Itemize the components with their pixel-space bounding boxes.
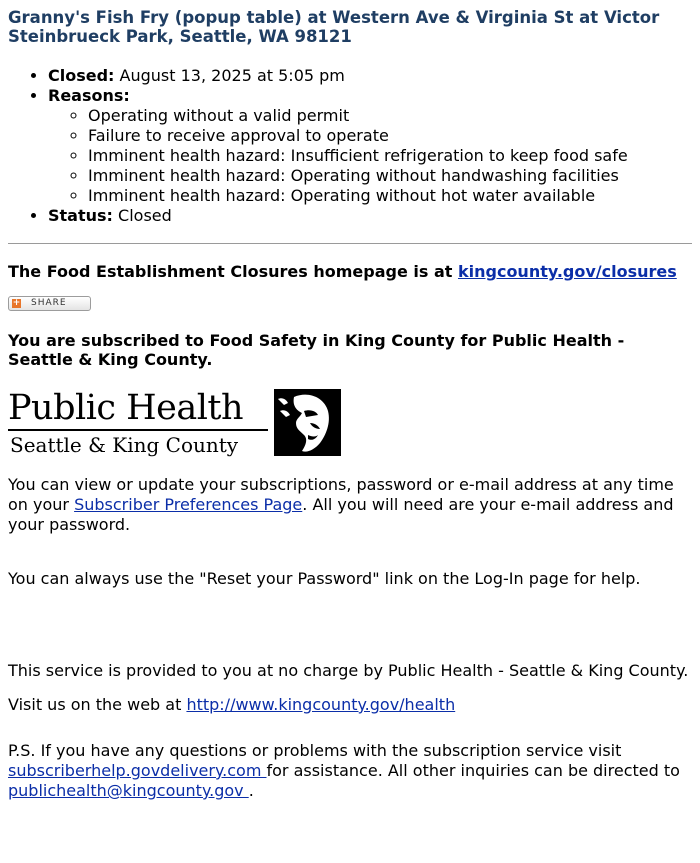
- closed-label: Closed:: [48, 66, 115, 85]
- status-label: Status:: [48, 206, 113, 225]
- closed-value: August 13, 2025 at 5:05 pm: [119, 66, 345, 85]
- public-health-logo: [8, 389, 348, 461]
- publichealth-email-link[interactable]: publichealth@kingcounty.gov: [8, 781, 249, 800]
- closures-homepage-link[interactable]: kingcounty.gov/closures: [457, 262, 677, 281]
- logo-line2: Seattle & King County: [10, 433, 239, 457]
- preferences-paragraph: [8, 475, 692, 535]
- divider: [8, 243, 692, 244]
- status-item: [48, 206, 692, 226]
- reason-item: ◦ Imminent health hazard: Operating without hot water available: [88, 186, 692, 206]
- plus-icon: +: [12, 298, 21, 308]
- homepage-line: [8, 262, 692, 282]
- p5-text-middle: for assistance. All other inquiries can be directed to: [266, 761, 680, 780]
- p1-text-after: . All you will need are your e-mail address and your password.: [8, 495, 674, 534]
- subscription-notice: You are subscribed to Food Safety in King County for Public Health - Seattle & King County.: [8, 331, 625, 369]
- reason-item: ◦ Imminent health hazard: Operating without handwashing facilities: [88, 166, 692, 186]
- p1-text-before: You can view or update your subscriptions, password or e-mail address at any time on your: [8, 475, 674, 514]
- p5-text-before: P.S. If you have any questions or problems with the subscription service visit: [8, 741, 622, 760]
- subscriber-preferences-link[interactable]: Subscriber Preferences Page: [74, 495, 303, 514]
- visit-paragraph: [8, 695, 692, 715]
- reason-item: ◦ Imminent health hazard: Insufficient refrigeration to keep food safe: [88, 146, 692, 166]
- reset-password-paragraph: You can always use the "Reset your Password" link on the Log-In page for help.: [8, 569, 641, 588]
- reasons-label: Reasons:: [48, 86, 130, 105]
- service-paragraph: This service is provided to you at no charge by Public Health - Seattle & King County.: [8, 661, 689, 680]
- reason-item: ◦ Failure to receive approval to operate: [88, 126, 692, 146]
- reasons-list: [48, 106, 692, 206]
- subscriberhelp-link[interactable]: subscriberhelp.govdelivery.com: [8, 761, 267, 780]
- status-value: Closed: [118, 206, 172, 225]
- homepage-text: The Food Establishment Closures homepage is at: [8, 262, 458, 281]
- logo-line1: Public Health: [8, 388, 244, 428]
- reasons-item: [48, 86, 692, 206]
- p4-text-before: Visit us on the web at: [8, 695, 187, 714]
- share-label: SHARE: [31, 298, 67, 308]
- portrait-icon: [274, 389, 341, 456]
- kingcounty-health-link[interactable]: http://www.kingcounty.gov/health: [186, 695, 456, 714]
- reason-item: ◦ Operating without a valid permit: [88, 106, 692, 126]
- closure-details: [8, 66, 692, 226]
- share-button[interactable]: [8, 296, 91, 311]
- closure-title: Granny's Fish Fry (popup table) at Western Ave & Virginia St at Victor Steinbrueck Park, Seattle, WA 98121: [8, 8, 660, 46]
- p5-text-after: .: [248, 781, 254, 800]
- logo-rule: [8, 429, 268, 431]
- closed-item: [48, 66, 692, 86]
- ps-paragraph: [8, 741, 692, 801]
